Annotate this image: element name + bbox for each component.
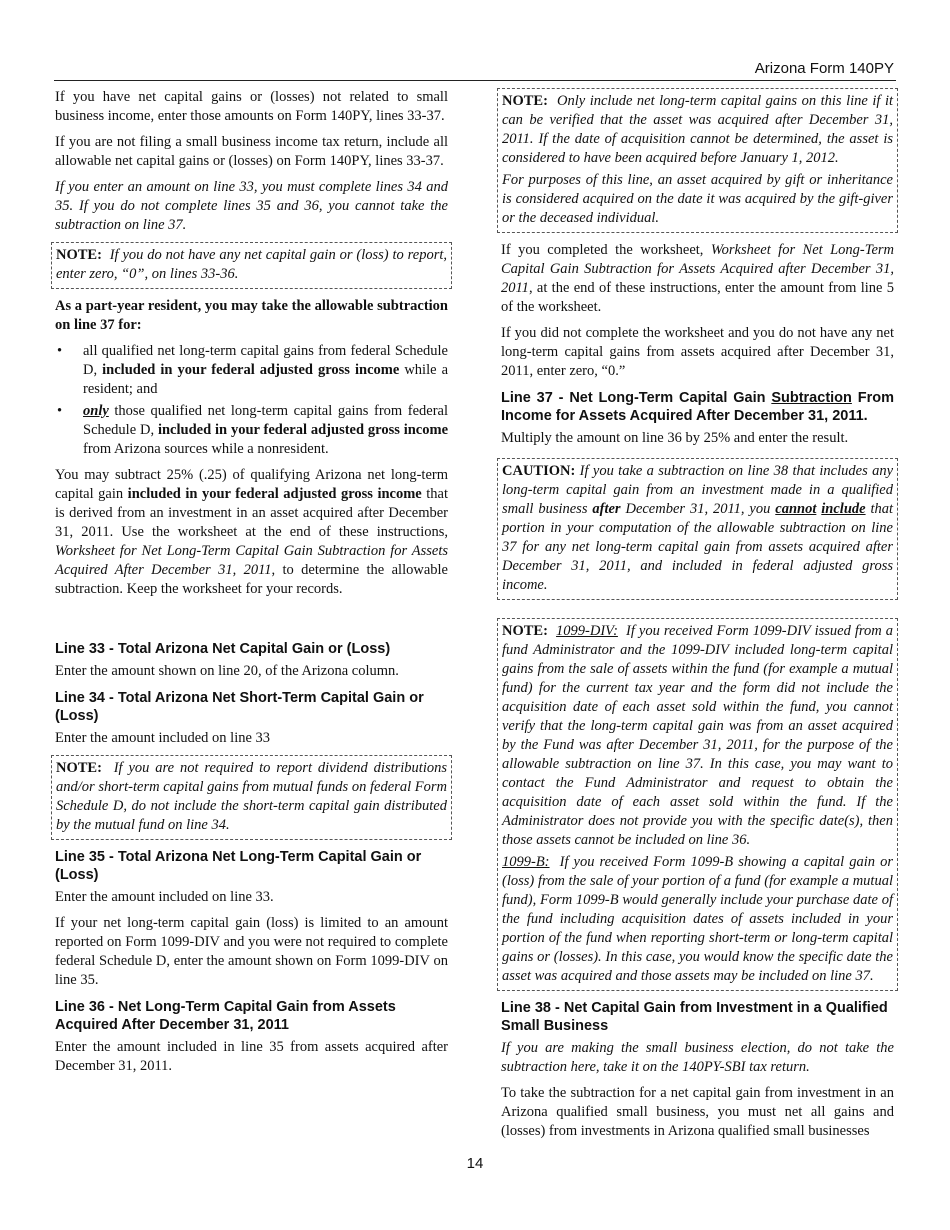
note-text: If you do not have any net capital gain or (loss) to report, enter zero, “0”, on lines 33-36. — [56, 247, 448, 282]
subtract-paragraph: You may subtract 25% (.25) of qualifying Arizona net long-term capital gain included in your federal adjusted gross income that is derived from an investment in an asset acquired after December 31, 2011. Use the worksheet at the end of these instructions, Worksheet for Net Long-Term Capital Gain Subtraction for Assets Acquired After December 31, 2011, to determine the allowable subtraction. Keep the worksheet for your records. — [55, 467, 449, 597]
note-text-2: For purposes of this line, an asset acquired by gift or inheritance is considered acquired on the date it was acquired by the gift-giver or the deceased individual. — [502, 172, 893, 226]
form-title: Arizona Form 140PY — [754, 60, 894, 77]
line-38-heading: Line 38 - Net Capital Gain from Investment in a Qualified Small Business — [501, 1000, 888, 1034]
bullet-2-only: only — [83, 403, 109, 419]
note-text: Only include net long-term capital gains on this line if it can be verified that the asset was acquired after December 31, 2011. If the date of acquisition cannot be determined, the asset is considered to have been acquired before January 1, 2012. — [502, 93, 894, 166]
header-rule — [54, 80, 896, 81]
page-number: 14 — [466, 1155, 484, 1172]
line-33-text: Enter the amount shown on line 20, of the Arizona column. — [55, 663, 399, 679]
note-text: If you are not required to report dividend distributions and/or short-term capital gains from mutual funds on federal Form Schedule D, do not include the short-term capital gain distributed by the mutual fund on line 34. — [56, 760, 448, 833]
line-38-text-2: To take the subtraction for a net capital gain from investment in an Arizona qualified small business, you must net all gains and (losses) from investments in Arizona qualified small businesses — [501, 1085, 894, 1139]
line-35-text-2: If your net long-term capital gain (loss) is limited to an amount reported on Form 1099-DIV and you were not required to complete federal Schedule D, enter the amount shown on Form 1099-DIV on line 35. — [55, 915, 448, 988]
bullet-icon: • — [57, 403, 63, 419]
bullet-2-text-d: from Arizona sources while a nonresident. — [83, 441, 329, 457]
caution-box: CAUTION: If you take a subtraction on line 38 that includes any long-term capital gain from an investment made in a qualified small business after December 31, 2011, you cannot include that portion in your computation of the allowable subtraction on line 37 for any net long-term capital gain from assets acquired after December 31, 2011, and included in federal adjusted gross income. — [497, 458, 898, 600]
bullet-1-text-c: while a resident; and — [83, 362, 449, 397]
note-box-zero — [51, 242, 452, 289]
bullet-1-text-a: all qualified net long-term capital gains from federal Schedule D, — [83, 343, 448, 378]
bullet-item-2 — [55, 402, 448, 459]
line-33-heading: Line 33 - Total Arizona Net Capital Gain or (Loss) — [55, 641, 391, 657]
worksheet-paragraph: If you completed the worksheet, Worksheet for Net Long-Term Capital Gain Subtraction for Assets Acquired after December 31, 2011, at the end of these instructions, enter the amount from line 5 of the worksheet. — [501, 242, 895, 315]
bullet-1-text-b: included in your federal adjusted gross income — [102, 362, 400, 378]
note-box-1099: NOTE: 1099-DIV: If you received Form 1099-DIV issued from a fund Administrator and the 1099-DIV included long-term capital gains from the sale of assets within the fund (for example a mutual fund) for the current tax year and the form did not include the acquisition date of each asset sold within the fund, you cannot verify that the long-term capital gain was from an asset acquired by the Fund was after December 31, 2011, for the purpose of the allowable subtraction on line 37. In this case, you may want to contact the Fund Administrator and request to obtain the acquisition date of each asset sold within the fund. If the Administrator does not provide you with the specific date(s), then those assets cannot be included on line 36. 1099-B: If you received Form 1099-B showing a capital gain or (loss) from the sale of your portion of a fund (for example a mutual fund), Form 1099-B would generally include your purchase date of the fund including acquisition dates of assets included in your portion of the fund when reporting short-term or long-term capital gains or (losses). In this case, you would know the specific date the asset was acquired and those assets may be included on line 37. — [497, 618, 898, 991]
line-34-text: Enter the amount included on line 33 — [55, 730, 271, 746]
line-35-text-1: Enter the amount included on line 33. — [55, 889, 274, 905]
intro-paragraph-1: If you have net capital gains or (losses) not related to small business income, enter those amounts on Form 140PY, lines 33-37. — [55, 89, 448, 124]
left-column — [55, 88, 448, 1083]
note-label: NOTE: — [502, 623, 548, 639]
right-column — [501, 88, 894, 1148]
line-36-text: Enter the amount included in line 35 from assets acquired after December 31, 2011. — [55, 1039, 448, 1074]
intro-paragraph-3: If you enter an amount on line 33, you must complete lines 34 and 35. If you do not complete lines 35 and 36, you cannot take the subtraction on line 37. — [55, 179, 448, 233]
line-38-text-1: If you are making the small business election, do not take the subtraction here, take it on the 140PY-SBI tax return. — [501, 1040, 894, 1075]
bullet-2-text-c: included in your federal adjusted gross income — [157, 422, 449, 438]
line-37-heading: Line 37 - Net Long-Term Capital Gain Subtraction From Income for Assets Acquired After December 31, 2011. — [501, 390, 894, 424]
bullet-item-1 — [55, 342, 448, 399]
line-36-heading: Line 36 - Net Long-Term Capital Gain from Assets Acquired After December 31, 2011 — [55, 999, 396, 1033]
bullet-icon: • — [57, 343, 63, 359]
note-label: NOTE: — [56, 247, 102, 263]
note-label: NOTE: — [56, 760, 102, 776]
no-worksheet-paragraph: If you did not complete the worksheet and you do not have any net long-term capital gains from assets acquired after December 31, 2011, enter zero, “0.” — [501, 325, 894, 379]
line-35-heading: Line 35 - Total Arizona Net Long-Term Capital Gain or (Loss) — [55, 849, 422, 883]
line-37-text: Multiply the amount on line 36 by 25% and enter the result. — [501, 430, 849, 446]
note-box-verify — [497, 88, 898, 233]
line-34-heading: Line 34 - Total Arizona Net Short-Term Capital Gain or (Loss) — [55, 690, 424, 724]
intro-paragraph-2: If you are not filing a small business income tax return, include all allowable net capital gains or (losses) on Form 140PY, lines 33-37. — [55, 134, 448, 169]
bullet-2-text-b: those qualified net long-term capital gains from federal Schedule D, — [83, 403, 448, 438]
part-year-heading: As a part-year resident, you may take the allowable subtraction on line 37 for: — [55, 298, 448, 333]
caution-label: CAUTION: — [502, 463, 576, 479]
note-label: NOTE: — [502, 93, 548, 109]
note-box-mutual-fund — [51, 755, 452, 840]
